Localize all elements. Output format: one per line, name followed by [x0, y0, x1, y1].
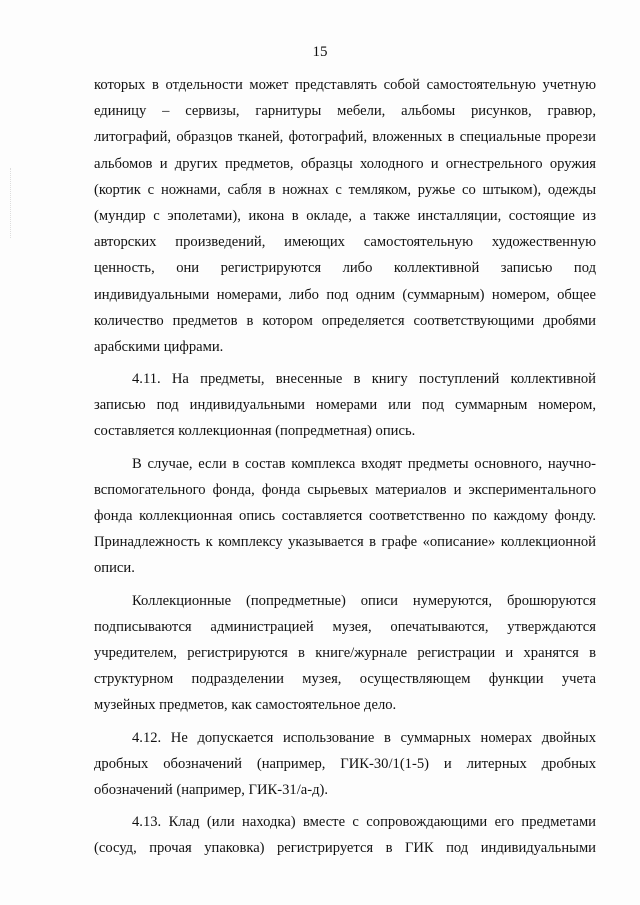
text-line: ценность, они регистрируются либо коллективной записью под — [94, 260, 596, 277]
text-line: В случае, если в состав комплекса входят предметы основного, научно- — [132, 455, 596, 472]
text-line: литографий, образцов тканей, фотографий, вложенных в специальные прорези — [94, 129, 596, 146]
text-line: 4.11. На предметы, внесенные в книгу поступлений коллективной — [132, 371, 596, 388]
text-line: (сосуд, прочая упаковка) регистрируется в ГИК под индивидуальными — [94, 840, 596, 857]
text-line: структурном подразделении музея, осуществляющем функции учета — [94, 671, 596, 688]
text-line: музейных предметов, как самостоятельное дело. — [94, 697, 397, 714]
text-line: 4.12. Не допускается использование в суммарных номерах двойных — [132, 729, 596, 746]
text-line: вспомогательного фонда, фонда сырьевых материалов и экспериментального — [94, 481, 596, 498]
text-line: (кортик с ножнами, сабля в ножнах с темляком, ружье со штыком), одежды — [94, 181, 596, 198]
text-line: арабскими цифрами. — [94, 338, 224, 355]
text-line: количество предметов в котором определяется соответствующими дробями — [94, 312, 596, 329]
text-line: описи. — [94, 560, 135, 577]
text-line: которых в отдельности может представлять собой самостоятельную учетную — [94, 77, 596, 93]
text-line: авторских произведений, имеющих самостоятельную художественную — [94, 234, 596, 251]
text-line: индивидуальными номерами, либо под одним (суммарным) номером, общее — [94, 286, 596, 303]
scan-artifact — [10, 168, 15, 238]
page-number: 15 — [312, 44, 328, 60]
text-line: учредителем, регистрируются в книге/журнале регистрации и хранятся в — [94, 644, 596, 661]
text-line: 4.13. Клад (или находка) вместе с сопровождающими его предметами — [132, 814, 596, 831]
document-body — [94, 72, 596, 861]
text-line: записью под индивидуальными номерами или под суммарным номером, — [94, 397, 596, 414]
text-line: составляется коллекционная (попредметная) опись. — [94, 423, 416, 440]
text-line: фонда коллекционная опись составляется соответственно по каждому фонду. — [94, 508, 596, 524]
text-line: обозначений (например, ГИК-31/а-д). — [94, 781, 329, 798]
text-line: единицу – сервизы, гарнитуры мебели, альбомы рисунков, гравюр, — [94, 103, 596, 120]
text-line: Коллекционные (попредметные) описи нумеруются, брошюруются — [132, 592, 596, 609]
text-line: (мундир с эполетами), икона в окладе, а также инсталляции, состоящие из — [94, 207, 596, 224]
text-line: подписываются администрацией музея, опечатываются, утверждаются — [94, 618, 596, 635]
text-line: Принадлежность к комплексу указывается в графе «описание» коллекционной — [94, 534, 596, 551]
text-line: дробных обозначений (например, ГИК-30/1(1-5) и литерных дробных — [94, 755, 596, 772]
text-line: альбомов и других предметов, образцы холодного и огнестрельного оружия — [94, 155, 596, 172]
